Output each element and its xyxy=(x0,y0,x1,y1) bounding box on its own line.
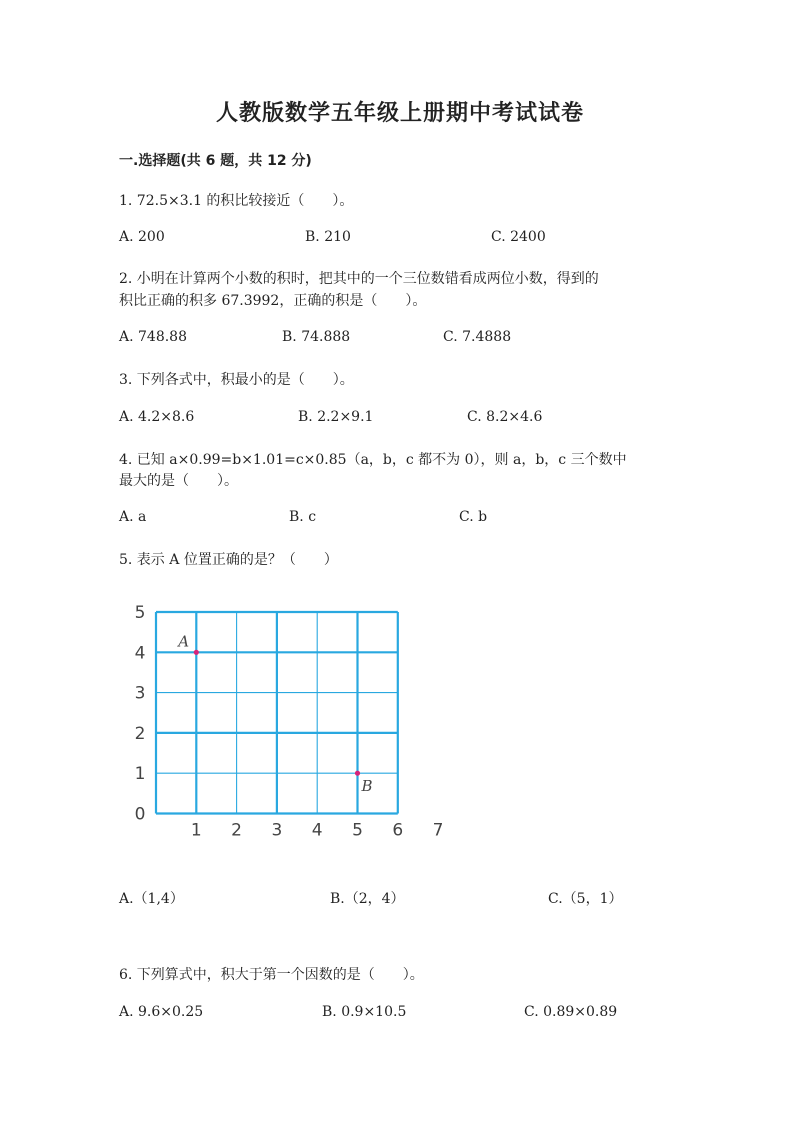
question-5-option-a: A.（1,4） xyxy=(119,891,184,907)
question-2-text-line-1: 2. 小明在计算两个小数的积时，把其中的一个三位数错看成两位小数，得到的 xyxy=(119,271,599,287)
question-5-text: 5. 表示 A 位置正确的是？（ ） xyxy=(119,552,338,568)
grid-point-label: B xyxy=(361,777,373,796)
x-tick-label: 6 xyxy=(392,820,404,838)
question-6-option-a: A. 9.6×0.25 xyxy=(119,1004,204,1020)
x-tick-label: 2 xyxy=(231,820,243,838)
y-tick-label: 0 xyxy=(134,804,146,825)
question-4-text-line-1: 4. 已知 a×0.99=b×1.01=c×0.85（a，b，c 都不为 0），则 a，b，c 三个数中 xyxy=(119,452,627,468)
question-2-text-line-2: 积比正确的积多 67.3992，正确的积是（ ）。 xyxy=(119,293,427,309)
page-title: 人教版数学五年级上册期中考试试卷 xyxy=(215,100,584,126)
question-3-option-c: C. 8.2×4.6 xyxy=(467,409,543,425)
coordinate-grid xyxy=(120,598,450,838)
question-4-option-b: B. c xyxy=(289,509,317,525)
x-tick-label: 5 xyxy=(352,820,363,838)
x-tick-label: 3 xyxy=(271,820,283,838)
question-1-text: 1. 72.5×3.1 的积比较接近（ ）。 xyxy=(119,193,354,209)
y-tick-label: 5 xyxy=(134,603,146,623)
grid-point-a xyxy=(194,650,199,655)
y-tick-label: 1 xyxy=(134,764,146,785)
question-6-option-b: B. 0.9×10.5 xyxy=(322,1004,407,1020)
y-tick-label: 4 xyxy=(134,643,146,664)
x-tick-label: 7 xyxy=(432,820,444,838)
x-tick-label: 4 xyxy=(311,820,323,838)
y-tick-label: 2 xyxy=(134,723,146,744)
section-heading: 一.选择题(共 6 题，共 12 分) xyxy=(119,153,312,169)
question-3-option-b: B. 2.2×9.1 xyxy=(298,409,374,425)
x-tick-label: 1 xyxy=(190,820,202,838)
question-5-option-b: B.（2，4） xyxy=(330,891,405,907)
question-1-option-b: B. 210 xyxy=(305,229,351,245)
question-4-option-c: C. b xyxy=(459,509,488,525)
grid-point-b xyxy=(355,771,360,776)
question-6-text: 6. 下列算式中，积大于第一个因数的是（ ）。 xyxy=(119,967,424,983)
grid-point-label: A xyxy=(178,632,190,651)
question-2-option-a: A. 748.88 xyxy=(119,329,187,345)
y-tick-label: 3 xyxy=(134,683,146,704)
question-2-option-b: B. 74.888 xyxy=(282,329,351,345)
question-4-option-a: A. a xyxy=(119,509,147,525)
question-3-option-a: A. 4.2×8.6 xyxy=(119,409,195,425)
question-5-option-c: C.（5，1） xyxy=(548,891,623,907)
question-6-option-c: C. 0.89×0.89 xyxy=(524,1004,618,1020)
grid-points xyxy=(176,632,372,795)
question-1-option-a: A. 200 xyxy=(119,229,165,245)
question-3-text: 3. 下列各式中，积最小的是（ ）。 xyxy=(119,372,354,388)
question-4-text-line-2: 最大的是（ ）。 xyxy=(119,473,238,489)
question-1-option-c: C. 2400 xyxy=(491,229,546,245)
question-2-option-c: C. 7.4888 xyxy=(443,329,512,345)
